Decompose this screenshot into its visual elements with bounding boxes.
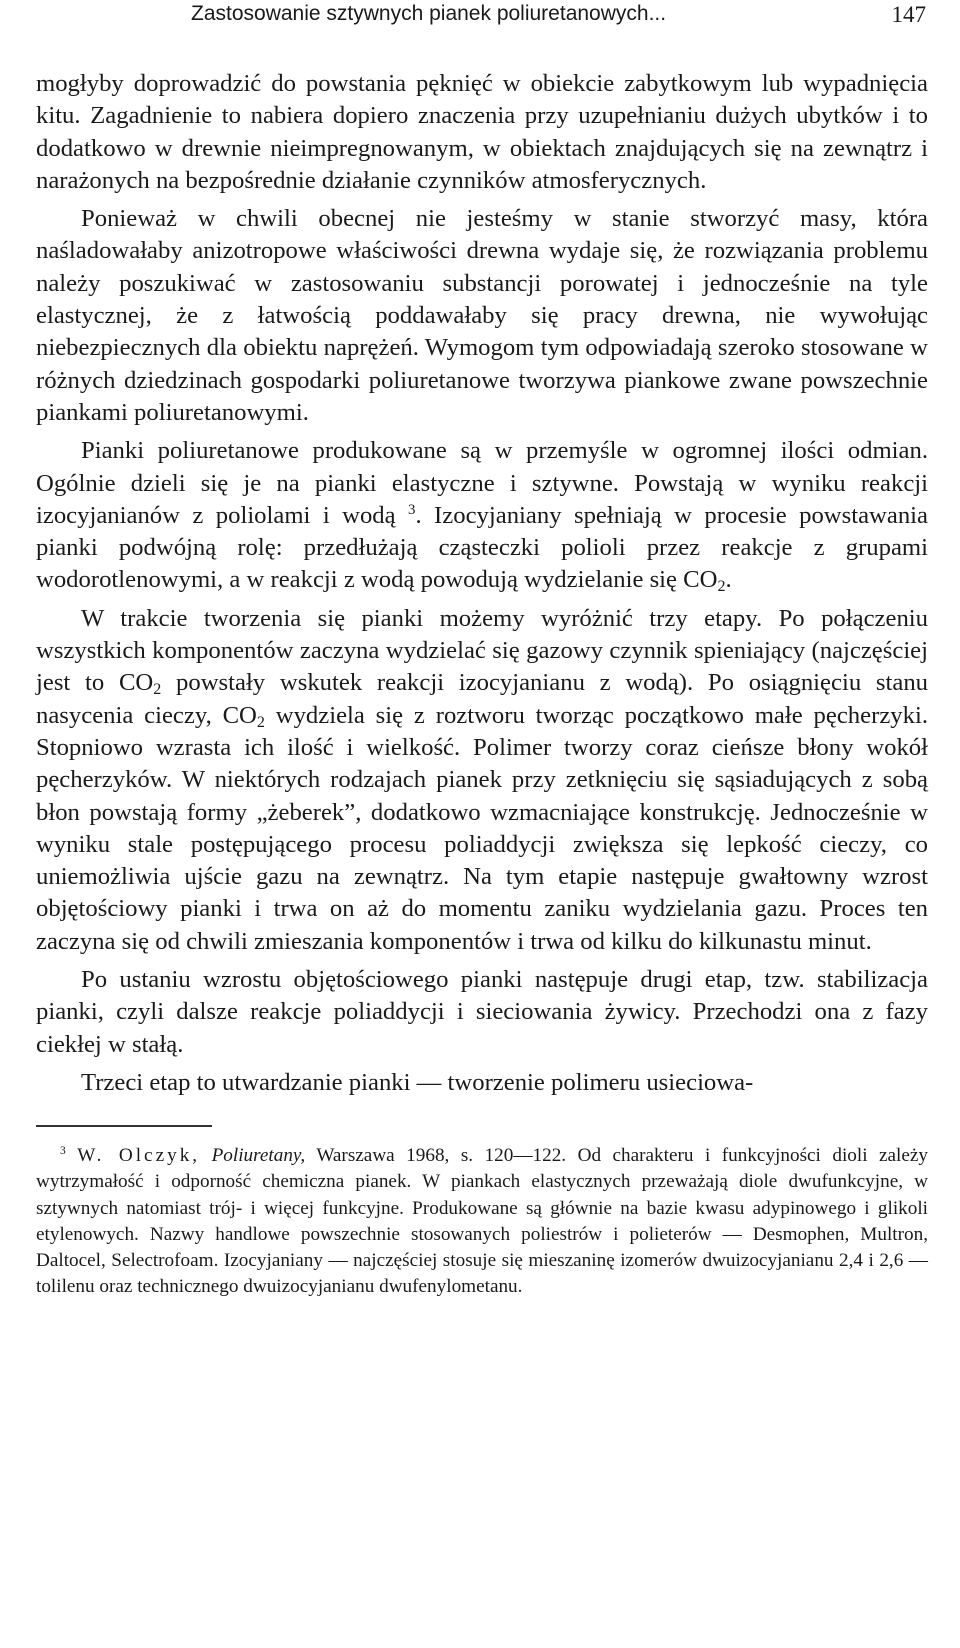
running-header	[36, 0, 928, 54]
paragraph-6: Trzeci etap to utwardzanie pianki — tworzenie polimeru usieciowa-	[81, 1068, 754, 1096]
paragraph-3-text-a: Pianki poliuretanowe produkowane są w przemyśle w ogromnej ilości odmian. Ogólnie dzieli się je na pianki elastyczne i sztywne. Powstają w wyniku reakcji izocyjanianów z poliolami i wodą	[36, 437, 928, 529]
footnote-text: Warszawa 1968, s. 120—122. Od charakteru i funkcyjności dioli zależy wytrzymałość i odporność chemiczna pianek. W piankach elastycznych przeważają diole dwufunkcyjne, w sztywnych natomiast trój- i więcej funkcyjne. Produkowane są głównie na bazie kwasu adypinowego i glikoli etylenowych. Nazwy handlowe powszechnie stosowanych poliestrów i polieterów — Desmophen, Multron, Daltocel, Selectrofoam. Izocyjaniany — najczęściej stosuje się mieszaninę izomerów dwuizocyjanianu 2,4 i 2,6 — tolilenu oraz technicznego dwuizocyjanianu dwufenylometanu.	[36, 1145, 929, 1298]
paragraph-1: mogłyby doprowadzić do powstania pęknięć w obiekcie zabytkowym lub wypadnięcia kitu. Zagadnienie to nabiera dopiero znaczenia przy uzupełnianiu dużych ubytków i to dodatkowo w drewnie nieimpregnowanym, w obiektach znajdujących się na zewnątrz i narażonych na bezpośrednie działanie czynników atmosferycznych.	[36, 70, 928, 194]
paragraph-4-text-b: powstały wskutek reakcji izocyjanianu z wodą). Po osiągnięciu stanu nasycenia cieczy, CO	[36, 669, 929, 729]
footnote-3	[36, 1143, 928, 1300]
paragraph-5: Po ustaniu wzrostu objętościowego pianki następuje drugi etap, tzw. stabilizacja pianki, czyli dalsze reakcje poliaddycji i sieciowania żywicy. Przechodzi ona z fazy ciekłej w stałą.	[36, 966, 928, 1058]
paragraph-3	[36, 435, 928, 596]
paragraph-4-text-c: wydziela się z roztworu tworząc początkowo małe pęcherzyki. Stopniowo wzrasta ich ilość i wielkość. Polimer tworzy coraz cieńsze błony wokół pęcherzyków. W niektórych rodzajach pianek przy zetknięciu się sąsiadujących z sobą błon powstają formy „żeberek”, dodatkowo wzmacniające konstrukcję. Jednocześnie w wyniku stale postępującego procesu poliaddycji zwiększa się lepkość cieczy, co uniemożliwia ujście gazu na zewnątrz. Na tym etapie następuje gwałtowny wzrost objętościowy pianki i trwa on aż do momentu zaniku wydzielania gazu. Proces ten zaczyna się od chwili zmieszania komponentów i trwa od kilku do kilkunastu minut.	[36, 701, 928, 955]
paragraph-2: Ponieważ w chwili obecnej nie jesteśmy w stanie stworzyć masy, która naśladowałaby anizotropowe właściwości drewna wydaje się, że rozwiązania problemu należy poszukiwać w zastosowaniu substancji porowatej i jednocześnie na tyle elastycznej, że z łatwością poddawałaby się pracy drewna, nie wywołując niebezpiecznych dla obiektu naprężeń. Wymogom tym odpowiadają szeroko stosowane w różnych dziedzinach gospodarki poliuretanowe tworzywa piankowe zwane powszechnie piankami poliuretanowymi.	[36, 205, 928, 426]
body-text	[36, 68, 928, 1099]
paragraph-4-text-a: W trakcie tworzenia się pianki możemy wyróżnić trzy etapy. Po połączeniu wszystkich komponentów zaczyna wydzielać się gazowy czynnik spieniający (najczęściej jest to CO	[36, 604, 928, 697]
paragraph-4	[36, 603, 928, 958]
footnote-reference: 3	[408, 501, 416, 518]
footnote-author: W. Olczyk,	[77, 1145, 201, 1167]
footnote-book-title: Poliuretany,	[211, 1145, 306, 1167]
running-title: Zastosowanie sztywnych pianek poliuretanowych...	[191, 2, 667, 25]
paragraph-3-text-c: .	[725, 566, 732, 594]
paragraph-3-text-b: . Izocyjaniany spełniają w procesie powstawania pianki podwójną rolę: przedłużają cząsteczki polioli przez reakcje z grupami wodorotlenowymi, a w reakcji z wodą powodują wydzielanie się CO	[36, 501, 928, 594]
page-number: 147	[891, 2, 926, 27]
co2-subscript: 2	[717, 578, 726, 596]
footnote-marker: 3	[60, 1145, 66, 1158]
co2-subscript: 2	[256, 713, 265, 731]
co2-subscript: 2	[153, 681, 162, 699]
footnote-divider	[36, 1125, 212, 1127]
footnote	[36, 1143, 928, 1300]
